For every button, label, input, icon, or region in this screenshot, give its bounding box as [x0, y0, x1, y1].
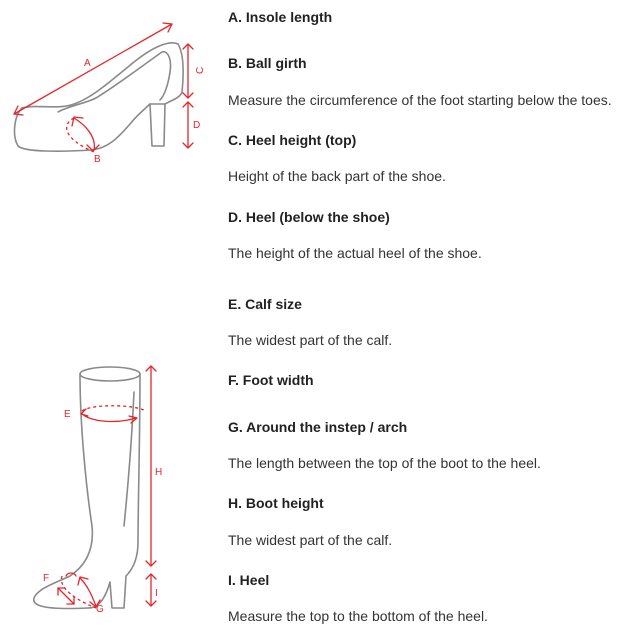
legend-desc-e: The widest part of the calf. — [228, 332, 393, 348]
boot-inner-line — [124, 392, 134, 526]
legend-title-a: A. Insole length — [228, 9, 333, 25]
legend-title-c: C. Heel height (top) — [228, 132, 357, 148]
legend-desc-h: The widest part of the calf. — [228, 532, 393, 548]
measure-c — [183, 44, 193, 98]
legend-desc-c: Height of the back part of the shoe. — [228, 168, 446, 184]
legend-title-f: F. Foot width — [228, 372, 314, 388]
boot-diagram — [0, 356, 225, 636]
boot-top-opening — [80, 367, 140, 381]
legend-title-d: D. Heel (below the shoe) — [228, 209, 390, 225]
diagram-panel — [0, 0, 225, 636]
legend-title-h: H. Boot height — [228, 495, 324, 511]
legend-desc-d: The height of the actual heel of the shoe. — [228, 245, 482, 261]
legend-desc-i: Measure the top to the bottom of the heel. — [228, 608, 488, 624]
boot-outline — [34, 374, 140, 609]
measure-f — [58, 588, 74, 604]
measure-g — [61, 573, 100, 608]
label-d: D — [193, 120, 201, 131]
measure-h — [146, 366, 156, 566]
legend-title-g: G. Around the instep / arch — [228, 419, 408, 435]
measure-e — [81, 406, 146, 423]
label-e: E — [64, 409, 71, 420]
label-a: A — [84, 58, 91, 69]
measure-b — [67, 117, 99, 152]
label-g: G — [96, 604, 104, 615]
label-b: B — [94, 154, 101, 165]
shoe-diagram — [0, 0, 225, 175]
label-c: C — [195, 66, 206, 74]
label-f: F — [43, 573, 50, 584]
label-i: I — [155, 588, 158, 599]
legend-title-i: I. Heel — [228, 572, 270, 588]
legend-desc-b: Measure the circumference of the foot starting below the toes. — [228, 92, 612, 108]
legend-title-e: E. Calf size — [228, 296, 302, 312]
measure-d — [183, 102, 193, 148]
label-h: H — [155, 467, 163, 478]
measure-a — [14, 23, 172, 115]
legend-desc-g: The length between the top of the boot to the heel. — [228, 455, 541, 471]
legend-title-b: B. Ball girth — [228, 55, 307, 71]
